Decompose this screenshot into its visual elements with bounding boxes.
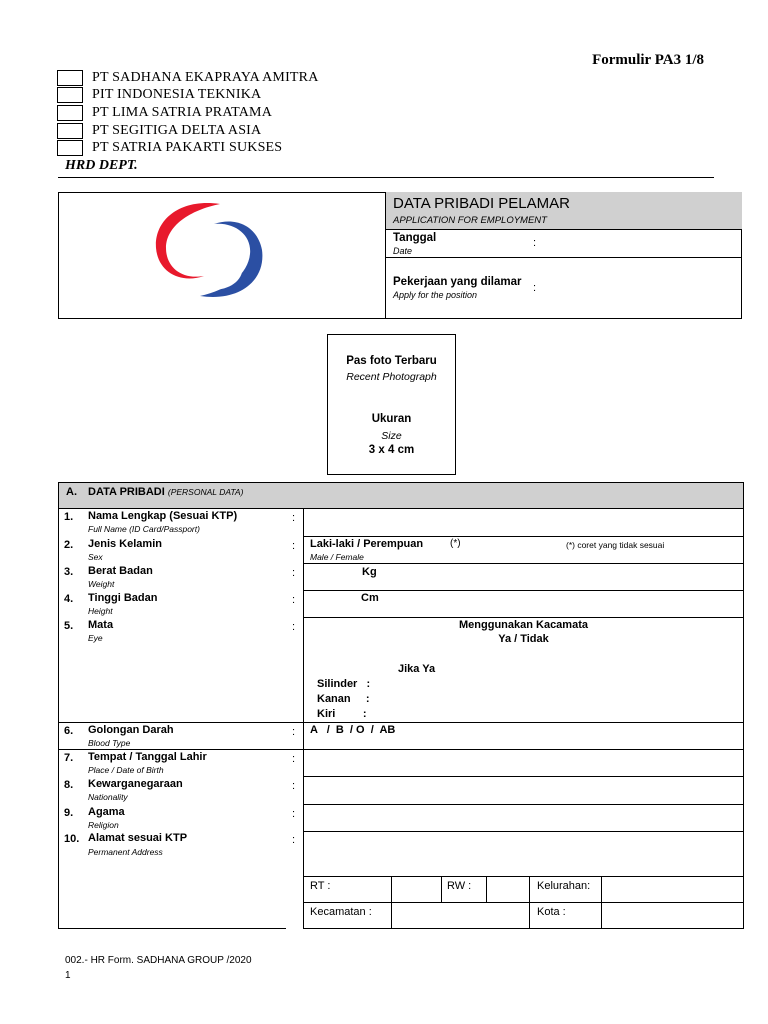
company-row[interactable] [57,87,319,105]
kelurahan-field[interactable] [602,877,743,902]
date-label: Tanggal [393,232,437,244]
row-label: Kewarganegaraan [88,778,183,790]
row-number: 6. [64,725,74,737]
blood-type-field[interactable] [304,723,743,749]
form-code: Formulir PA3 1/8 [592,52,704,68]
sex-mark: (*) [450,538,461,549]
sex-note: (*) coret yang tidak sesuai [566,540,665,550]
height-field[interactable] [304,591,743,617]
glasses-question: Menggunakan Kacamata [459,619,588,631]
kelurahan-label: Kelurahan: [537,880,591,892]
table-border-left [58,509,59,929]
row-number: 1. [64,511,74,523]
row-number: 7. [64,752,74,764]
photo-sublabel: Recent Photograph [346,371,437,383]
position-sublabel: Apply for the position [393,290,478,300]
kota-label: Kota : [537,906,566,918]
row-colon: : [292,780,296,792]
row-label: Berat Badan [88,565,153,577]
table-border-bottom [303,928,744,929]
divider [386,257,742,258]
row-number: 2. [64,539,74,551]
height-unit: Cm [361,592,379,604]
cylinder-label: Silinder : [317,678,371,690]
company-list [57,69,319,157]
section-letter: A. [66,486,77,498]
divider [386,229,742,230]
photo-box[interactable] [327,334,456,475]
company-name: PT SATRIA PAKARTI SUKSES [92,140,283,156]
footer-form-id: 002.- HR Form. SADHANA GROUP /2020 [65,955,252,966]
photo-label: Pas foto Terbaru [346,355,437,367]
row-colon: : [292,512,296,524]
row-number: 8. [64,779,74,791]
right-eye-label: Kanan : [317,693,370,705]
sex-options-en: Male / Female [310,552,364,562]
section-subtitle: (PERSONAL DATA) [167,487,244,497]
row-number: 4. [64,593,74,605]
row-sublabel: Eye [88,633,103,643]
row-label: Tempat / Tanggal Lahir [88,751,207,763]
row-sublabel: Nationality [88,792,128,802]
weight-field[interactable] [304,564,743,590]
row-colon: : [292,594,296,606]
company-checkbox[interactable] [57,105,83,121]
kota-field[interactable] [602,903,743,928]
page-number: 1 [65,970,71,981]
company-name: PT SADHANA EKAPRAYA AMITRA [92,69,319,85]
form-subtitle: APPLICATION FOR EMPLOYMENT [393,215,547,226]
row-colon: : [292,753,296,765]
company-row[interactable] [57,69,319,87]
row-colon: : [292,621,296,633]
row-sublabel: Height [88,606,113,616]
row-sublabel: Permanent Address [88,847,163,857]
row-sublabel: Place / Date of Birth [88,765,164,775]
section-title-text: DATA PRIBADI [88,486,165,498]
cell-divider [441,876,442,903]
row-colon: : [292,567,296,579]
department-label: HRD DEPT. [65,158,138,173]
company-checkbox[interactable] [57,70,83,86]
row-sublabel: Religion [88,820,119,830]
address-field[interactable] [304,832,743,876]
row-colon: : [292,834,296,846]
table-border-right [743,509,744,929]
date-field[interactable]: : [533,237,537,249]
table-border-bottom [58,928,286,929]
weight-unit: Kg [362,566,377,578]
row-label: Agama [88,806,125,818]
if-yes-label: Jika Ya [398,663,436,675]
row-label: Mata [88,619,114,631]
section-header [58,482,744,509]
row-sublabel: Blood Type [88,738,131,748]
cell-divider [529,876,530,929]
row-label: Nama Lengkap (Sesuai KTP) [88,510,238,522]
position-field[interactable]: : [533,282,537,294]
section-title [88,486,243,498]
kecamatan-field[interactable] [392,903,529,928]
company-name: PT LIMA SATRIA PRATAMA [92,104,273,120]
kecamatan-label: Kecamatan : [310,906,372,918]
religion-field[interactable] [304,805,743,831]
row-sublabel: Weight [88,579,115,589]
left-eye-label: Kiri : [317,708,367,720]
row-sublabel: Full Name (ID Card/Passport) [88,524,200,534]
row-colon: : [292,726,296,738]
row-colon: : [292,540,296,552]
blood-type-options: A / B / O / AB [310,724,396,736]
row-label: Golongan Darah [88,724,174,736]
row-number: 9. [64,807,74,819]
row-label: Jenis Kelamin [88,538,162,550]
form-title: DATA PRIBADI PELAMAR [393,195,570,212]
rt-label: RT : [310,880,331,892]
sex-field[interactable] [304,537,743,563]
row-number: 10. [64,833,80,845]
position-label: Pekerjaan yang dilamar [393,276,522,288]
birth-field[interactable] [304,750,743,776]
row-sublabel: Sex [88,552,103,562]
date-sublabel: Date [393,246,413,256]
row-number: 3. [64,566,74,578]
rt-field[interactable] [392,877,441,902]
full-name-field[interactable] [304,510,743,536]
row-number: 5. [64,620,74,632]
company-logo [150,198,268,302]
eye-field[interactable] [304,618,743,722]
row-colon: : [292,808,296,820]
row-label: Tinggi Badan [88,592,158,604]
company-name: PIT INDONESIA TEKNIKA [92,87,262,103]
divider [58,177,714,178]
row-label: Alamat sesuai KTP [88,832,188,844]
company-checkbox[interactable] [57,123,83,139]
header-panel [385,192,742,319]
rw-label: RW : [447,880,472,892]
glasses-options: Ya / Tidak [498,633,549,645]
company-row[interactable] [57,139,319,157]
rw-field[interactable] [487,877,529,902]
company-checkbox[interactable] [57,87,83,103]
nationality-field[interactable] [304,777,743,804]
company-row[interactable] [57,104,319,122]
company-row[interactable] [57,122,319,140]
company-checkbox[interactable] [57,140,83,156]
sex-options: Laki-laki / Perempuan [310,538,424,550]
company-name: PT SEGITIGA DELTA ASIA [92,122,262,138]
photo-size-sublabel: Size [381,430,402,442]
photo-size-value: 3 x 4 cm [368,444,415,456]
photo-size-label: Ukuran [371,413,412,425]
